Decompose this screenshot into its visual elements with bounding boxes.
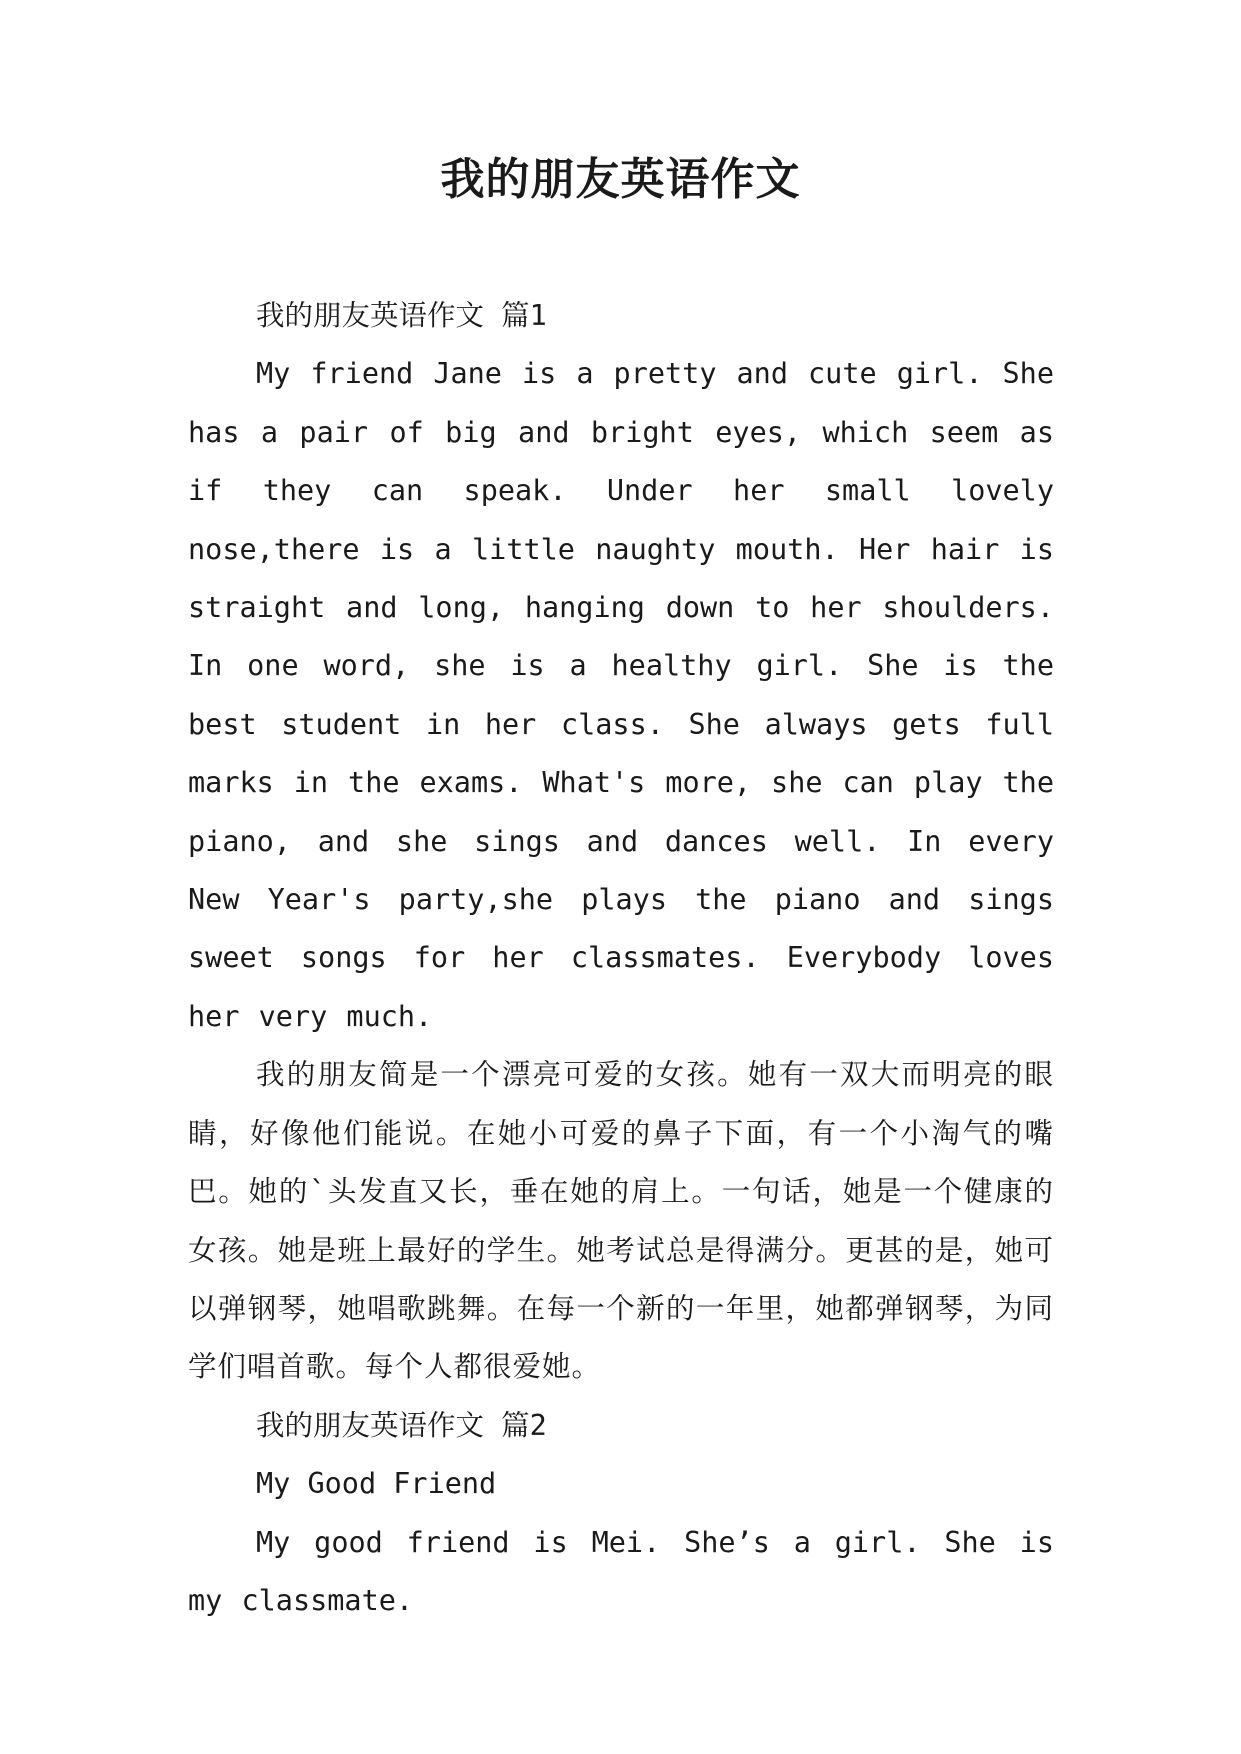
section-2-english-paragraph: My good friend is Mei. She’s a girl. She is my classmate. [188, 1525, 1054, 1617]
section-2-heading: 我的朋友英语作文 篇2 [256, 1408, 547, 1442]
section-2-subtitle: My Good Friend [256, 1467, 497, 1501]
section-1-chinese-paragraph: 我的朋友简是一个漂亮可爱的女孩。她有一双大而明亮的眼睛，好像他们能说。在她小可爱的鼻子下面，有一个小淘气的嘴巴。她的`头发直又长，垂在她的肩上。一句话，她是一个健康的女孩。她是班上最好的学生。她考试总是得满分。更甚的是，她可以弹钢琴，她唱歌跳舞。在每一个新的一年里，她都弹钢琴，为同学们唱首歌。每个人都很爱她。 [188, 1058, 1054, 1384]
section-1-heading: 我的朋友英语作文 篇1 [256, 299, 547, 332]
document-body [188, 287, 1054, 1630]
document-title: 我的朋友英语作文 [440, 154, 801, 205]
section-1-english-paragraph: My friend Jane is a pretty and cute girl. She has a pair of big and bright eyes, which seem as if they can speak. Under her small lovely nose,there is a little naughty mouth. Her hair is straight and long, hanging down to her shoulders. In one word, she is a healthy girl. She is the best student in her class. She always gets full marks in the exams. What's more, she can play the piano, and she sings and dances well. In every New Year's party,she plays the piano and sings sweet songs for her classmates. Everybody loves her very much. [188, 357, 1054, 1033]
